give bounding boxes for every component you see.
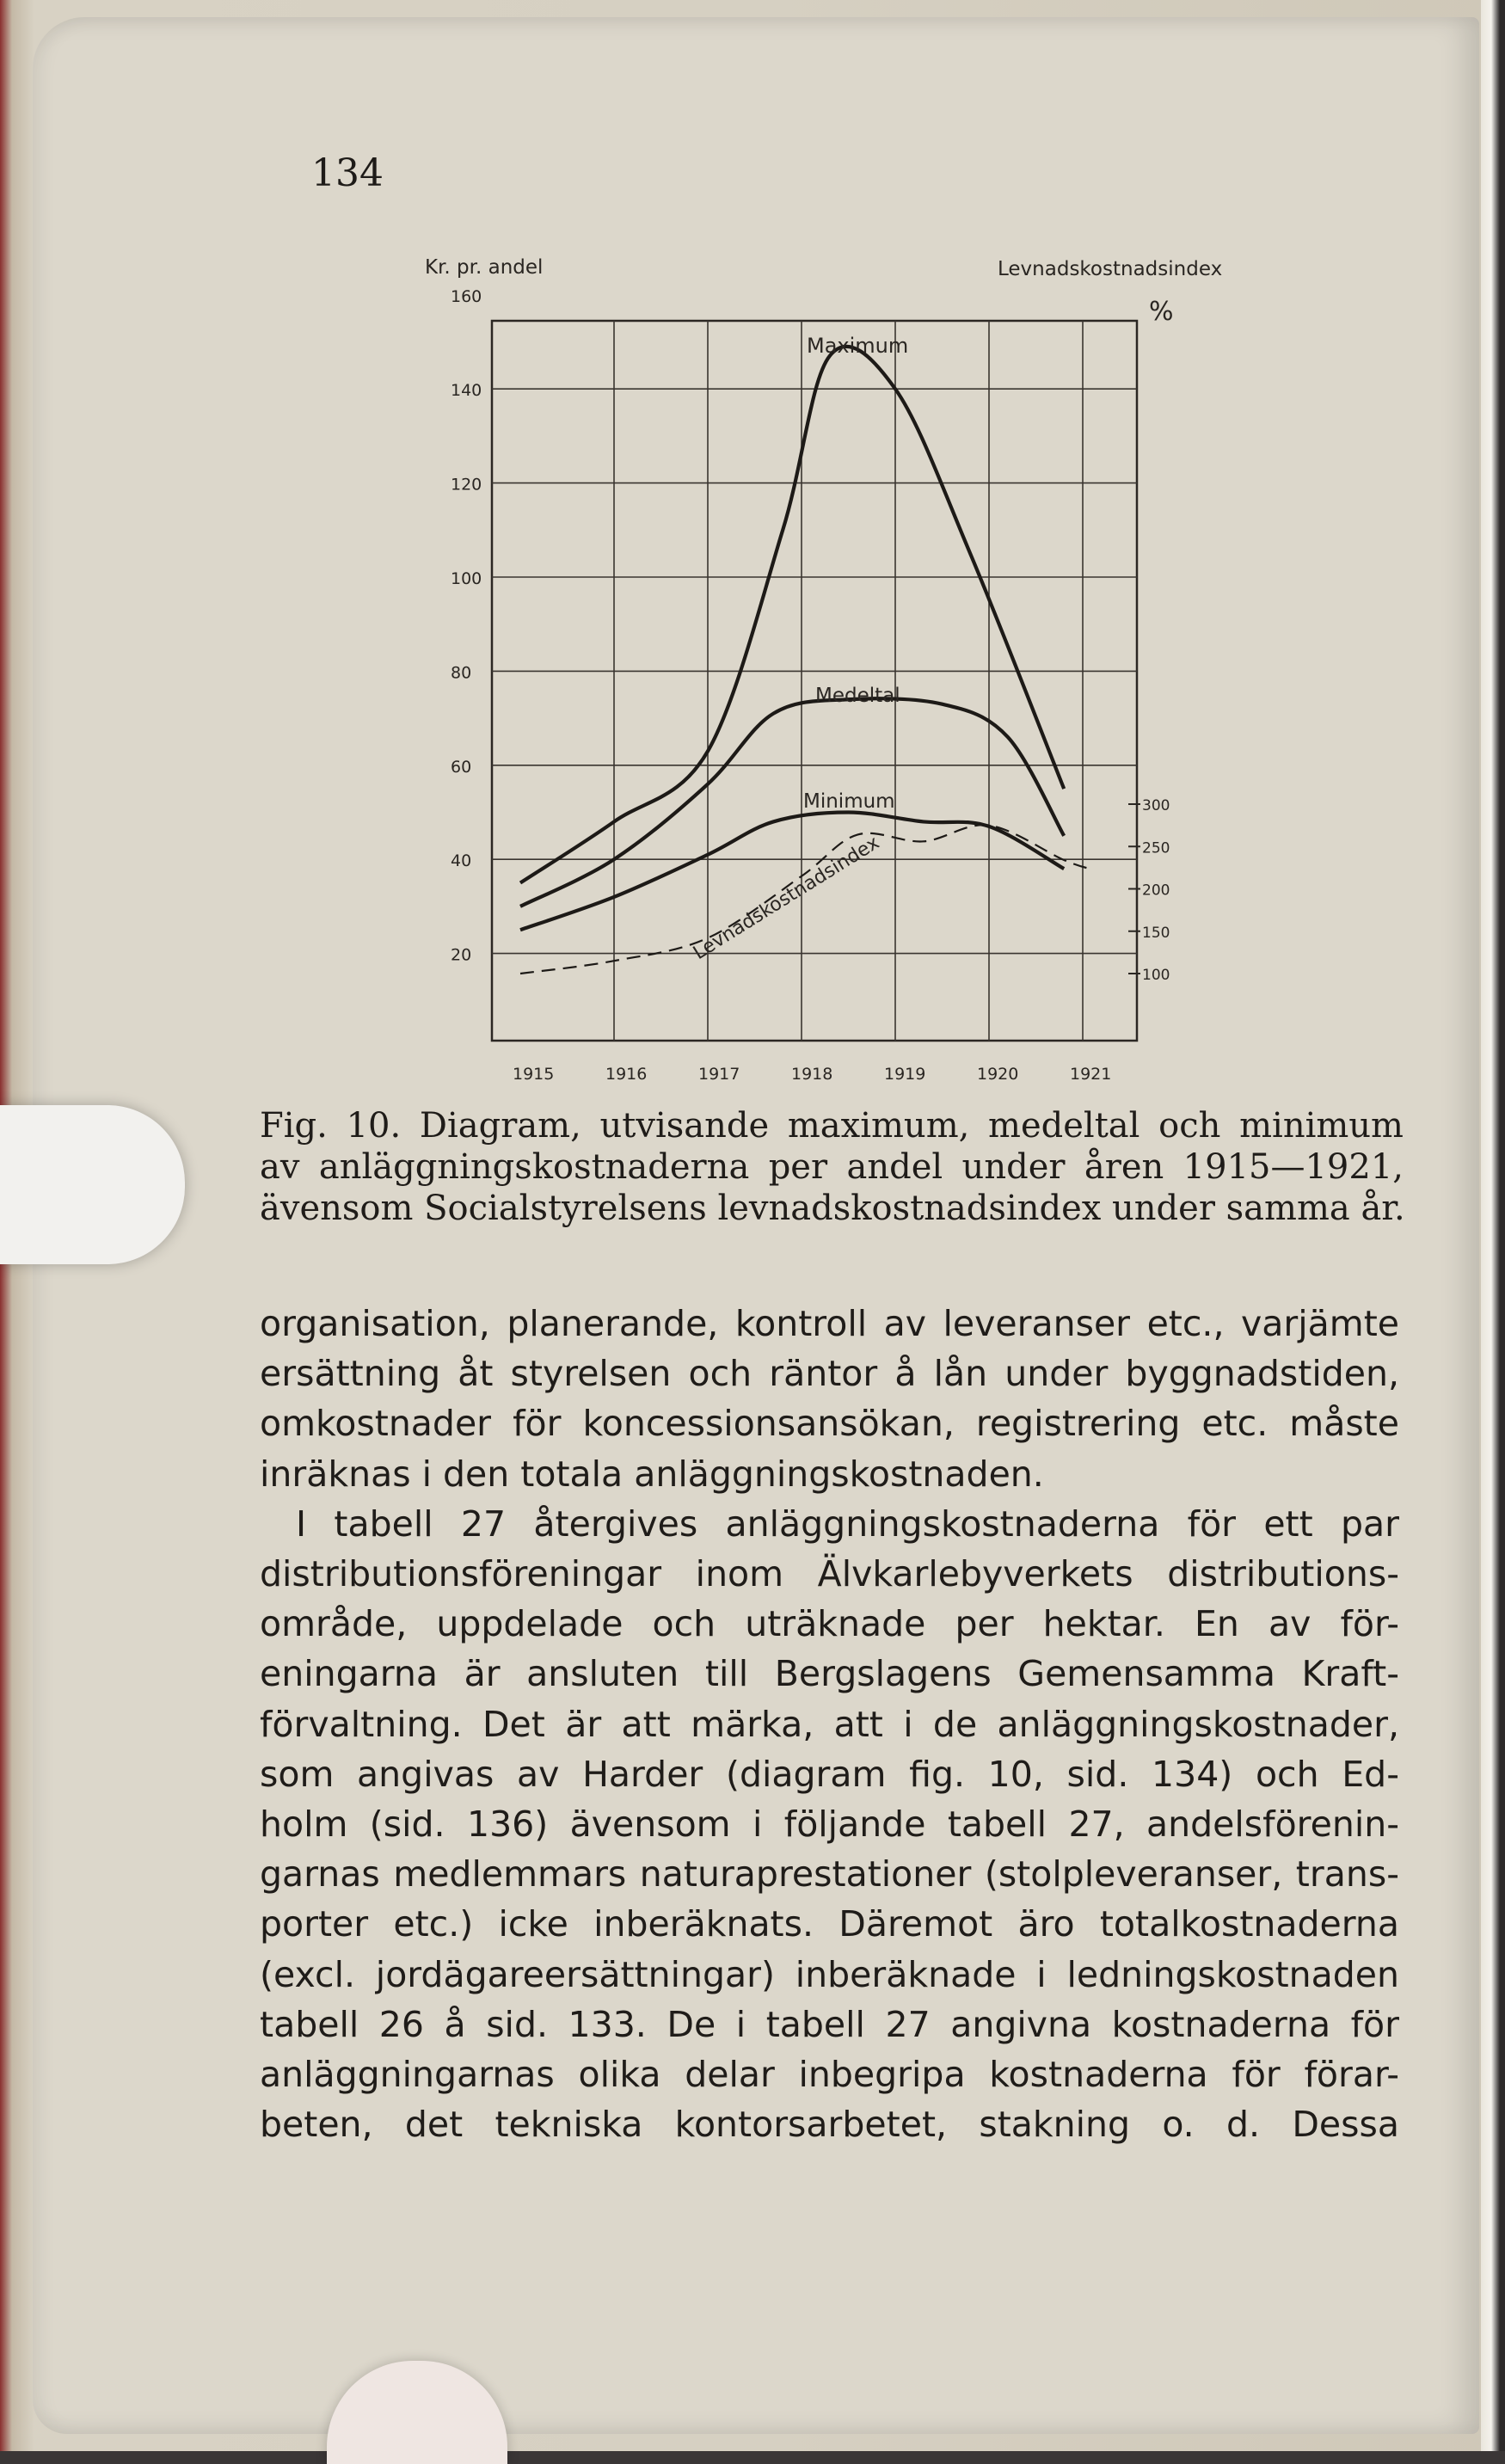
- series-medeltal-line: [520, 698, 1064, 906]
- figure-caption: [260, 1105, 1404, 1229]
- body-line: distributionsföreningar inom Älvkarlebyverkets distributions-: [260, 1553, 1399, 1595]
- x-tick-label: 1918: [791, 1065, 833, 1084]
- body-line: organisation, planerande, kontroll av leveranser etc., varjämte: [260, 1303, 1399, 1344]
- body-line: inräknas i den totala anläggningskostnaden.: [260, 1453, 1044, 1495]
- x-tick-label: 1921: [1070, 1065, 1112, 1084]
- body-line: I tabell 27 återgives anläggningskostnaderna för ett par: [296, 1502, 1399, 1545]
- chart-series-labels: [690, 334, 908, 964]
- thumb-index-tab: [0, 1105, 185, 1264]
- y-tick-label: 20: [451, 945, 472, 965]
- body-line: holm (sid. 136) ävensom i följande tabell 27, andelsförenin-: [260, 1803, 1399, 1846]
- series-maximum-line: [520, 347, 1064, 883]
- caption-line: ävensom Socialstyrelsens levnadskostnadsindex under samma år.: [260, 1189, 1405, 1228]
- chart-axis-labels: [425, 256, 1222, 1084]
- body-line: eningarna är ansluten till Bergslagens Gemensamma Kraft-: [260, 1653, 1399, 1695]
- y-axis-label-left: Kr. pr. andel: [425, 256, 544, 279]
- page-number: 134: [311, 151, 384, 195]
- y-tick-label: 80: [451, 663, 472, 683]
- body-line: porter etc.) icke inberäknats. Däremot äro totalkostnaderna: [260, 1903, 1399, 1945]
- body-line: beten, det tekniska kontorsarbetet, stakning o. d. Dessa: [260, 2104, 1399, 2146]
- right-tick-label: 300: [1142, 797, 1170, 814]
- x-tick-label: 1917: [698, 1065, 740, 1084]
- body-line: garnas medlemmars naturaprestationer (stolpleveranser, trans-: [260, 1853, 1399, 1896]
- y-tick-label: 100: [451, 569, 482, 588]
- right-tick-label: 150: [1142, 924, 1170, 942]
- body-line: omkostnader för koncessionsansökan, registrering etc. måste: [260, 1403, 1399, 1445]
- y-axis-unit-right: %: [1149, 297, 1174, 327]
- right-tick-label: 250: [1142, 839, 1170, 857]
- x-tick-label: 1920: [977, 1065, 1019, 1084]
- series-label-minimum: Minimum: [803, 790, 895, 813]
- right-tick-label: 100: [1142, 967, 1170, 984]
- y-tick-label: 60: [451, 757, 472, 777]
- body-line: tabell 26 å sid. 133. De i tabell 27 angivna kostnaderna för: [260, 2003, 1399, 2045]
- body-line: område, uppdelade och uträknade per hektar. En av för-: [260, 1603, 1399, 1645]
- x-tick-label: 1916: [605, 1065, 648, 1084]
- y-tick-label: 140: [451, 381, 482, 401]
- body-text: [260, 1299, 1399, 2149]
- right-tick-label: 200: [1142, 882, 1170, 900]
- chart-grid: [492, 321, 1140, 1041]
- caption-line: av anläggningskostnaderna per andel under åren 1915—1921,: [260, 1147, 1404, 1187]
- y-axis-label-right: Levnadskostnadsindex: [998, 258, 1223, 280]
- x-tick-label: 1919: [884, 1065, 926, 1084]
- body-line: anläggningarnas olika delar inbegripa kostnaderna för förar-: [260, 2054, 1399, 2096]
- body-line: som angivas av Harder (diagram fig. 10, sid. 134) och Ed-: [260, 1753, 1399, 1795]
- y-tick-label: 160: [451, 286, 482, 306]
- y-tick-label: 40: [451, 851, 472, 871]
- plot-frame: [492, 321, 1137, 1041]
- body-line: ersättning åt styrelsen och räntor å lån under byggnadstiden,: [260, 1353, 1399, 1395]
- body-line: förvaltning. Det är att märka, att i de anläggningskostnader,: [260, 1703, 1399, 1745]
- x-tick-label: 1915: [513, 1065, 555, 1084]
- series-label-medeltal: Medeltal: [815, 685, 900, 707]
- y-tick-label: 120: [451, 475, 482, 495]
- caption-line: Fig. 10. Diagram, utvisande maximum, medeltal och minimum: [260, 1106, 1404, 1146]
- body-line: (excl. jordägareersättningar) inberäknade i ledningskostnaden: [260, 1953, 1399, 1995]
- series-label-maximum: Maximum: [807, 334, 909, 358]
- cost-diagram: [0, 0, 1505, 1109]
- series-label-levnadskostnadsindex: Levnadskostnadsindex: [689, 832, 884, 965]
